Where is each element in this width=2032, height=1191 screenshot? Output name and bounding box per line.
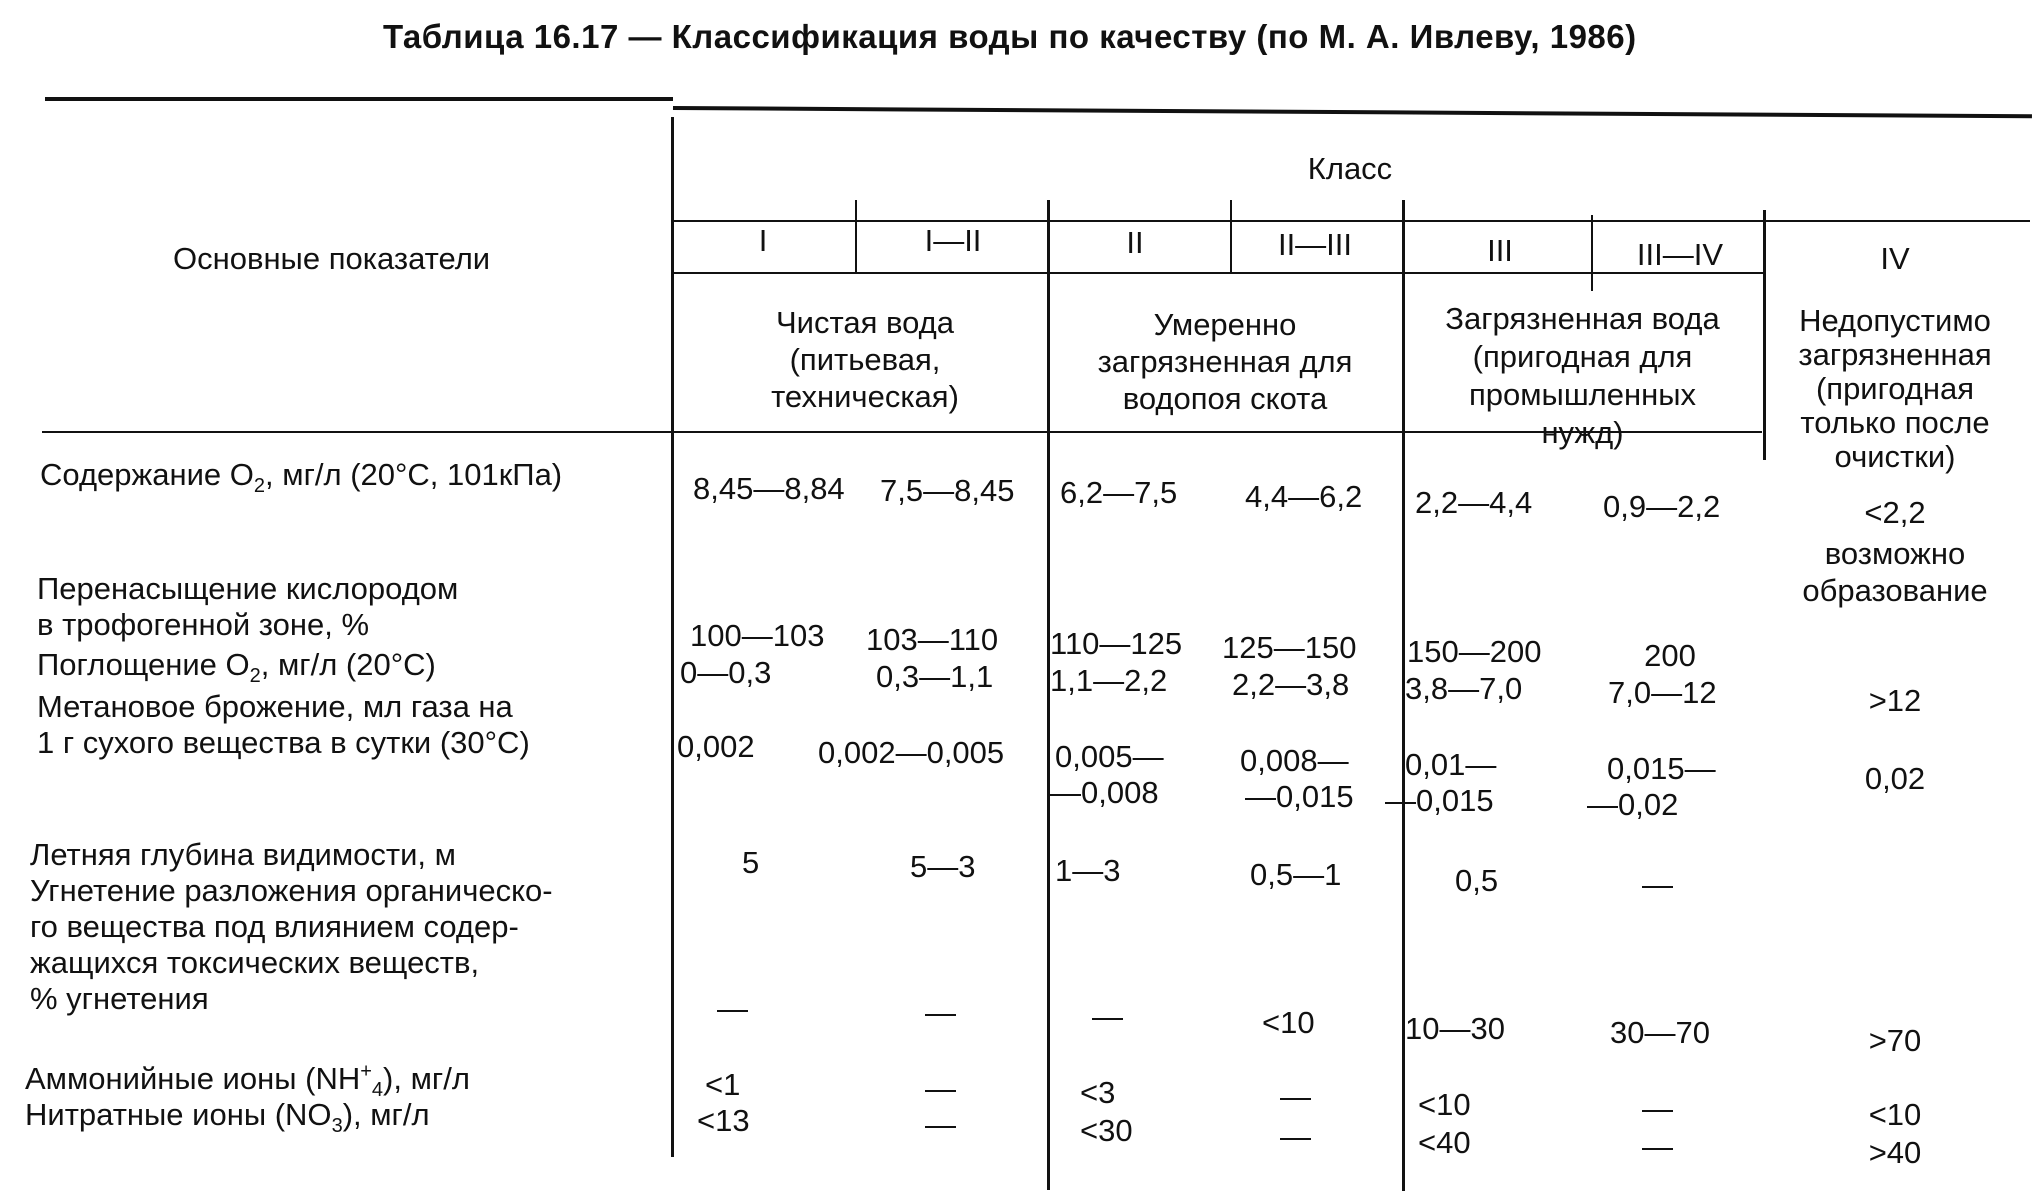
- table-cell: —: [717, 991, 748, 1026]
- table-cell: 7,5—8,45: [880, 473, 1015, 508]
- class-label-i: I: [758, 223, 768, 258]
- column-divider-main: [671, 117, 674, 1157]
- table-cell: >12: [1868, 683, 1922, 718]
- indicator-inhibition-line4: % угнетения: [30, 981, 209, 1016]
- table-cell: 3,8—7,0: [1405, 671, 1523, 706]
- table-cell: —: [1642, 867, 1673, 902]
- column-divider-iii-iv: [1591, 215, 1593, 291]
- table-cell: 0,3—1,1: [876, 659, 994, 694]
- table-cell: 0,5: [1455, 863, 1499, 898]
- table-cell: возможно: [1824, 536, 1966, 571]
- table-cell: —: [1092, 999, 1123, 1034]
- document-page: Таблица 16.17 — Классификация воды по качеству (по М. А. Ивлеву, 1986) Основные показатели Класс I I—II II II—III III III—IV IV Чистая вода (питьевая, техническая) Умеренно загрязненная для водопоя скота Загрязненная вода (пригодная для промышленных нужд) Недопустимо загрязненная (пригодная только после очистки) Содержание $O_2$, мг/л (20°С, 101кПа) Перенасыщение кислородом в трофогенной зоне, % Поглощение $O_2$, мг/л (20°С) Метановое брожение, мл газа на 1 г сухого вещества в сутки (30°С) Летняя глубина видимости, м Угнетение разложения органическо- го вещества под влиянием содер- жащихся токсических веществ, % угнетения Аммонийные ионы $(NH^+_4)$, мг/л Нитратные ионы $(NO_3)$, мг/л 8,45—8,84 7,5—8,45 6,2—7,5 4,4—6,2 2,2—4,4 0,9—2,2 <2,2 возможно образование 100—103 103—110 110—125 125—150 150—200 200 0—0,3 0,3—1,1 1,1—2,2 2,2—3,8 3,8—7,0 7,0—12 >12 0,002 0,002—0,005 0,005— —0,008 0,008— —0,015 0,01— —0,015 0,015— —0,02 0,02 5 5—3 1—3 0,5—1 0,5 — — — — <10 10—30 30—70 >70 <1 — <3 — <10 — <10 <13 — <30 — <40 — >40: [0, 0, 2032, 1191]
- table-cell: 0,5—1: [1250, 857, 1342, 892]
- table-cell: 0,002—0,005: [818, 735, 1005, 770]
- class-label-iii: III: [1487, 233, 1513, 268]
- indicator-inhibition-line1: Угнетение разложения органическо-: [30, 873, 553, 908]
- table-title: Таблица 16.17 — Классификация воды по качеству (по М. А. Ивлеву, 1986): [383, 18, 1637, 55]
- class-header: Класс: [1307, 151, 1393, 186]
- column-divider-i: [855, 200, 857, 274]
- top-rule: [45, 97, 673, 101]
- class-label-i-ii: I—II: [924, 223, 982, 258]
- table-cell: 0,01—: [1405, 747, 1497, 782]
- table-cell: 8,45—8,84: [693, 471, 845, 506]
- class-label-ii-iii: II—III: [1277, 227, 1353, 262]
- table-cell: —0,02: [1587, 787, 1679, 822]
- indicator-ammonium: Аммонийные ионы $(NH^+_4)$, мг/л: [25, 1060, 470, 1102]
- table-cell: <2,2: [1864, 495, 1926, 530]
- table-cell: 0,005—: [1055, 739, 1164, 774]
- table-cell: <3: [1080, 1075, 1116, 1110]
- indicator-nitrate: Нитратные ионы $(NO_3)$, мг/л: [25, 1097, 430, 1138]
- table-cell: <30: [1080, 1113, 1133, 1148]
- table-cell: —: [1280, 1119, 1311, 1154]
- indicator-supersaturation-line2: в трофогенной зоне, %: [37, 607, 370, 642]
- table-cell: 30—70: [1610, 1015, 1710, 1050]
- table-cell: <10: [1418, 1087, 1471, 1122]
- table-cell: —: [1642, 1091, 1673, 1126]
- table-cell: 0,002: [677, 729, 755, 764]
- table-cell: >70: [1868, 1023, 1922, 1058]
- table-cell: —: [1280, 1079, 1311, 1114]
- table-cell: 7,0—12: [1608, 675, 1717, 710]
- table-cell: <10: [1262, 1005, 1315, 1040]
- table-cell: <40: [1418, 1125, 1471, 1160]
- table-cell: 10—30: [1405, 1011, 1505, 1046]
- table-cell: 5: [742, 845, 760, 880]
- table-cell: 125—150: [1222, 630, 1357, 665]
- class-label-iv: IV: [1880, 241, 1910, 276]
- column-divider-ii-iii: [1230, 200, 1232, 274]
- table-cell: <13: [697, 1103, 750, 1138]
- table-cell: 103—110: [866, 622, 999, 657]
- indicator-visibility: Летняя глубина видимости, м: [30, 837, 456, 872]
- table-cell: 0,008—: [1240, 743, 1349, 778]
- indicator-supersaturation-line1: Перенасыщение кислородом: [37, 571, 459, 606]
- table-cell: 6,2—7,5: [1060, 475, 1178, 510]
- indicator-o2-content: Содержание $O_2$, мг/л (20°С, 101кПа): [40, 457, 563, 498]
- table-cell: образование: [1802, 573, 1988, 608]
- table-cell: —: [925, 995, 956, 1030]
- indicator-o2-absorption: Поглощение $O_2$, мг/л (20°С): [37, 647, 436, 688]
- table-cell: 1,1—2,2: [1050, 663, 1168, 698]
- table-cell: —: [925, 1071, 956, 1106]
- indicator-inhibition-line2: го вещества под влиянием содер-: [30, 909, 519, 944]
- indicator-inhibition-line3: жащихся токсических веществ,: [30, 945, 480, 980]
- top-rule-right: [673, 106, 2032, 118]
- indicator-methane-line1: Метановое брожение, мл газа на: [37, 689, 513, 724]
- table-cell: 150—200: [1407, 634, 1542, 669]
- table-cell: 200: [1644, 638, 1696, 673]
- class-label-ii: II: [1126, 225, 1144, 260]
- table-cell: >40: [1868, 1135, 1922, 1170]
- table-cell: 0—0,3: [680, 655, 772, 690]
- table-cell: 0,015—: [1607, 751, 1716, 786]
- table-cell: —0,015: [1245, 779, 1354, 814]
- table-cell: 4,4—6,2: [1245, 479, 1363, 514]
- table-cell: 1—3: [1055, 853, 1121, 888]
- table-cell: —0,015: [1385, 783, 1494, 818]
- table-cell: —: [1642, 1129, 1673, 1164]
- table-cell: —: [925, 1107, 956, 1142]
- table-cell: 2,2—3,8: [1232, 667, 1350, 702]
- indicators-header: Основные показатели: [173, 241, 491, 276]
- table-cell: 0,02: [1864, 761, 1926, 796]
- table-cell: —0,008: [1050, 775, 1159, 810]
- table-cell: 110—125: [1050, 626, 1183, 661]
- table-cell: 0,9—2,2: [1603, 489, 1721, 524]
- class-label-iii-iv: III—IV: [1636, 237, 1724, 272]
- table-cell: <10: [1868, 1097, 1922, 1132]
- table-cell: <1: [705, 1067, 741, 1102]
- table-cell: 2,2—4,4: [1415, 485, 1533, 520]
- table-cell: 100—103: [690, 618, 825, 653]
- indicator-methane-line2: 1 г сухого вещества в сутки (30°С): [37, 725, 530, 760]
- table-cell: 5—3: [910, 849, 976, 884]
